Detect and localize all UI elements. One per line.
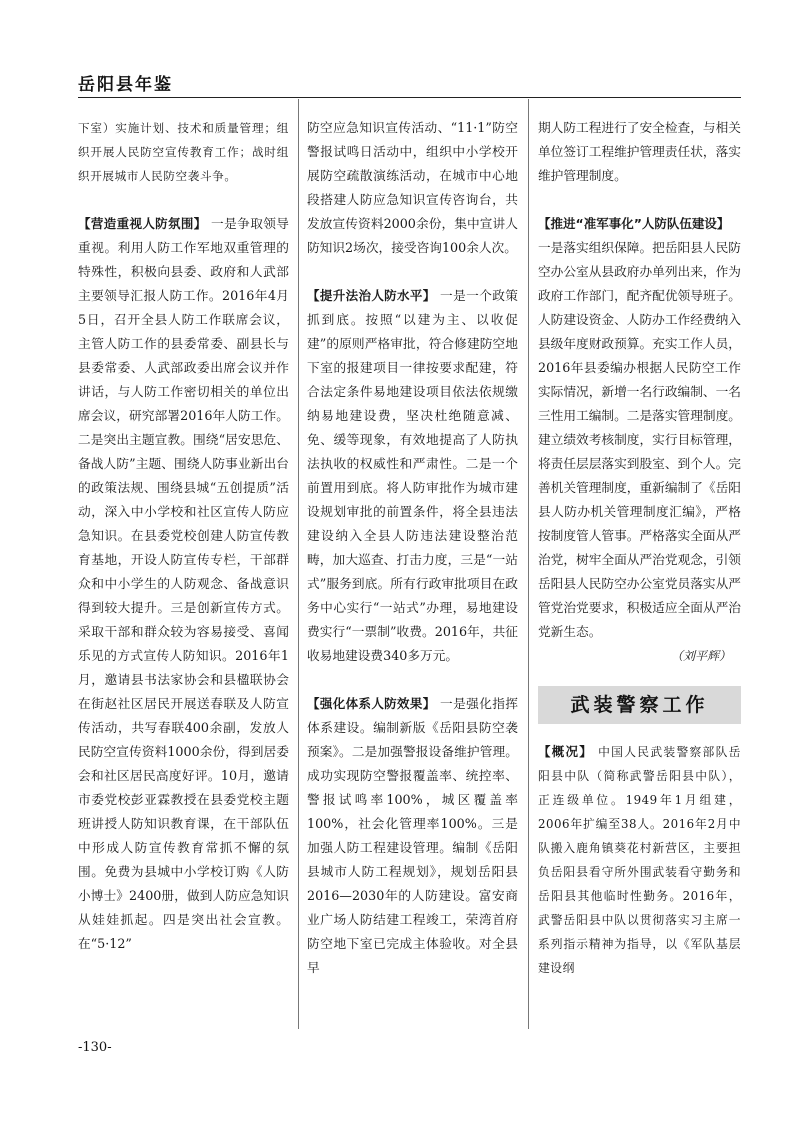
paragraph-text: 一是一个政策抓到底。按照“以建为主、以收促建”的原则严格审批，符合修建防空地下室的报建项目一律按要求配建，符合法定条件易地建设项目依法依规缴纳易地建设费，坚决杜绝随意减、免、缓等现象，有效地提高了人防执法执收的权威性和严肃性。二是一个前置用到底。将人防审批作为城市建设规划审批的前置条件，将全县违法建设纳入全县人防违法建设整治范畴，加大巡查、打击力度，三是“一站式”服务到底。所有行政审批项目在政务中心实行“一站式”办理，易地建设费实行“一票制”收费。2016年，共征收易地建设费340多万元。 bbox=[307, 288, 518, 663]
spacer bbox=[538, 188, 741, 212]
section-heading: 【提升法治人防水平】 bbox=[307, 288, 436, 303]
paragraph-text: 期人防工程进行了安全检查，与相关单位签订工程维护管理责任状，落实维护管理制度。 bbox=[538, 120, 741, 183]
text-column-3 bbox=[538, 116, 741, 1036]
spacer bbox=[307, 668, 518, 692]
text-column-2 bbox=[307, 116, 518, 1032]
paragraph-system bbox=[307, 692, 518, 980]
section-heading: 【强化体系人防效果】 bbox=[307, 696, 436, 711]
paragraph-text: 中国人民武装警察部队岳阳县中队（简称武警岳阳县中队），正连级单位。1949年1月组建，2006年扩编至38人。2016年2月中队搬入鹿角镇葵花村新营区，主要担负岳阳县看守所外围武装看守勤务和岳阳县其他临时性勤务。2016年，武警岳阳县中队以贯彻落实习主席一系列指示精神为指导，以《军队基层建设纲 bbox=[538, 745, 741, 975]
column-divider bbox=[298, 99, 299, 1029]
page-number: -130- bbox=[78, 1040, 112, 1055]
paragraph-text: 一是落实组织保障。把岳阳县人民防空办公室从县政府办单列出来，作为政府工作部门，配齐配优领导班子。人防建设资金、人防办工作经费纳入县级年度财政预算。充实工作人员，2016年县委编办根据人民防空工作实际情况，新增一名行政编制、一名三性用工编制。二是落实管理制度。建立绩效考核制度，实行目标管理，将责任层层落实到股室、到个人。完善机关管理制度，重新编制了《岳阳县人防办机关管理制度汇编》，严格按制度管人管事。严格落实全面从严治党，树牢全面从严治党观念，引领岳阳县人民防空办公室党员落实从严管党治党要求，积极适应全面从严治党新生态。 bbox=[538, 240, 741, 639]
section-title-banner: 武装警察工作 bbox=[538, 686, 741, 724]
paragraph-text: 一是强化指挥体系建设。编制新版《岳阳县防空袭预案》。二是加强警报设备维护管理。成功实现防空警报覆盖率、统控率、警报试鸣率100%，城区覆盖率100%，社会化管理率100%。三是加强人防工程建设管理。编制《岳阳县城市人防工程规划》，规划岳阳县2016—2030年的人防建设。富安商业广场人防结建工程竣工，荣湾首府防空地下室已完成主体验收。对全县早 bbox=[307, 696, 518, 975]
spacer bbox=[307, 260, 518, 284]
header-rule bbox=[78, 97, 741, 98]
paragraph-text: 一是争取领导重视。利用人防工作军地双重管理的特殊性，积极向县委、政府和人武部主要领导汇报人防工作。2016年4月5日，召开全县人防工作联席会议，主管人防工作的县委常委、副县长与县委常委、人武部政委出席会议并作讲话，与人防工作密切相关的单位出席会议，研究部署2016年人防工作。二是突出主题宣教。围绕“居安思危、备战人防”主题、围绕人防事业新出台的政策法规、围绕县城“五创提质”活动，深入中小学校和社区宣传人防应急知识。在县委党校创建人防宣传教育基地，开设人防宣传专栏，干部群众和中小学生的人防观念、备战意识得到较大提升。三是创新宣传方式。采取干部和群众较为容易接受、喜闻乐见的方式宣传人防知识。2016年1月，邀请县书法家协会和县楹联协会在街赵社区居民开展送春联及人防宣传活动，共写春联400余副，发放人民防空宣传资料1000余份，得到居委会和社区居民高度好评。10月，邀请市委党校彭亚霖教授在县委党校主题班讲授人防知识教育课，在干部队伍中形成人防宣传教育常抓不懈的氛围。免费为县城中小学校订购《人防小博士》2400册，做到人防应急知识从娃娃抓起。四是突出社会宣教。在“5·12” bbox=[78, 216, 289, 951]
organization-note: 下室）实施计划、技术和质量管理；组织开展人民防空宣传教育工作；战时组织开展城市人民防空袭斗争。 bbox=[78, 121, 289, 183]
column-divider bbox=[528, 99, 529, 1029]
paragraph-text: 防空应急知识宣传活动、“11·1”防空警报试鸣日活动中，组织中小学校开展防空疏散演练活动，在城市中心地段搭建人防应急知识宣传咨询台，共发放宣传资料2000余份，集中宣讲人防知识2场次，接受咨询100余人次。 bbox=[307, 120, 518, 255]
author-credit: （刘平辉） bbox=[670, 649, 731, 663]
text-column-1 bbox=[78, 116, 289, 1032]
paragraph-publicity bbox=[78, 212, 289, 956]
section-heading: 【推进“准军事化”人防队伍建设】 bbox=[538, 216, 730, 231]
spacer bbox=[78, 188, 289, 212]
section-heading: 【概况】 bbox=[538, 744, 594, 759]
section-heading: 【营造重视人防氛围】 bbox=[78, 216, 207, 231]
paragraph-rule-of-law bbox=[307, 284, 518, 668]
paragraph-overview bbox=[538, 740, 741, 980]
running-head-title: 岳阳县年鉴 bbox=[78, 75, 173, 95]
